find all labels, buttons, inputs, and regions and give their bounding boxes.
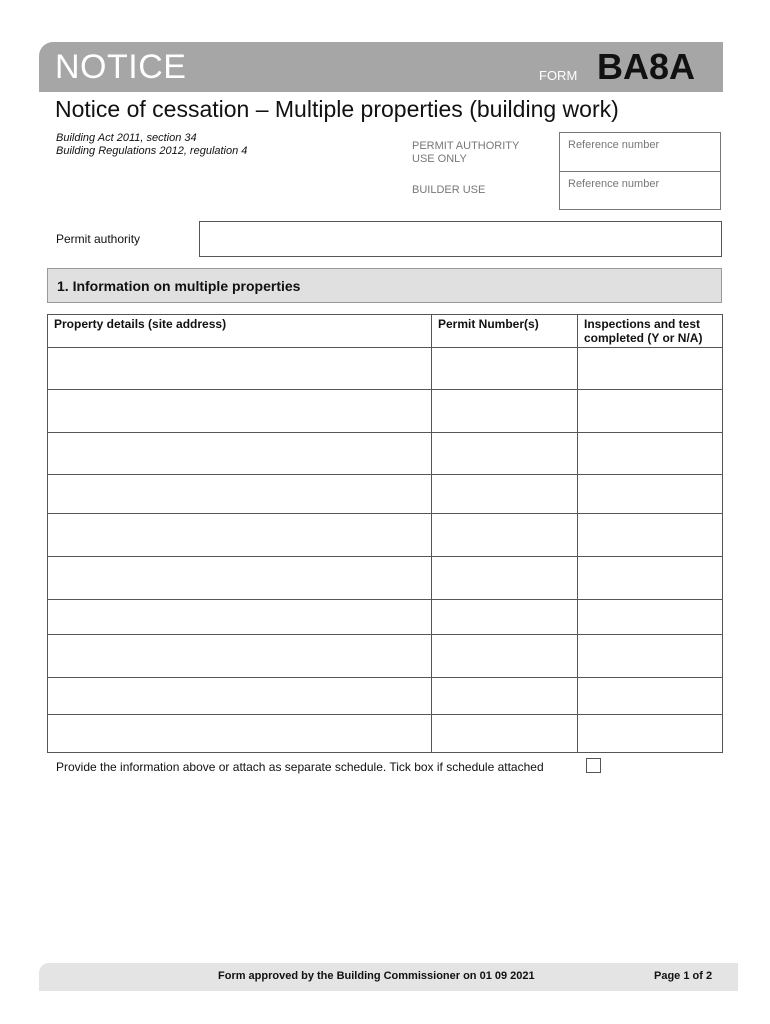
- table-cell: [432, 715, 578, 753]
- form-code: BA8A: [597, 46, 696, 87]
- page-title: Notice of cessation – Multiple properties (building work): [55, 96, 619, 122]
- table-cell: [432, 390, 578, 433]
- form-word: FORM: [539, 68, 578, 83]
- table-row: [48, 715, 723, 753]
- inspections-input[interactable]: [578, 476, 722, 513]
- table-cell: [578, 600, 723, 635]
- page-number: Page 1 of 2: [654, 970, 713, 982]
- notice-label: NOTICE: [55, 48, 187, 86]
- table-cell: [578, 678, 723, 715]
- inspections-input[interactable]: [578, 558, 722, 599]
- table-cell: [432, 678, 578, 715]
- table-cell: [48, 390, 432, 433]
- table-cell: [48, 514, 432, 557]
- inspections-input[interactable]: [578, 636, 722, 677]
- table-header-row: [48, 315, 723, 348]
- reference-number-label: Reference number: [568, 178, 660, 190]
- property-address-input[interactable]: [48, 558, 431, 599]
- table-row: [48, 514, 723, 557]
- inspections-input[interactable]: [578, 679, 722, 714]
- table-cell: [578, 433, 723, 475]
- table-cell: [48, 715, 432, 753]
- table-row: [48, 557, 723, 600]
- table-row: [48, 635, 723, 678]
- table-cell: [432, 348, 578, 390]
- table-cell: [578, 514, 723, 557]
- table-cell: [578, 348, 723, 390]
- approval-statement: Form approved by the Building Commissioner on 01 09 2021: [218, 970, 535, 982]
- permit-authority-field[interactable]: [199, 221, 722, 257]
- permit-authority-reference-field[interactable]: [559, 132, 721, 172]
- form-banner: [39, 42, 723, 92]
- property-address-input[interactable]: [48, 636, 431, 677]
- table-cell: [48, 635, 432, 678]
- section-1-heading: [47, 268, 722, 303]
- table-cell: [432, 635, 578, 678]
- builder-use-label: BUILDER USE: [412, 184, 486, 196]
- table-cell: [432, 557, 578, 600]
- table-row: [48, 475, 723, 514]
- permit-authority-input[interactable]: [200, 222, 721, 256]
- permit-number-input[interactable]: [432, 391, 577, 432]
- inspections-input[interactable]: [578, 601, 722, 634]
- table-cell: [432, 475, 578, 514]
- table-cell: [578, 635, 723, 678]
- schedule-attached-checkbox[interactable]: [586, 758, 601, 773]
- permit-number-input[interactable]: [432, 515, 577, 556]
- property-address-input[interactable]: [48, 515, 431, 556]
- builder-reference-field[interactable]: [559, 171, 721, 210]
- permit-number-input[interactable]: [432, 476, 577, 513]
- permit-number-input[interactable]: [432, 636, 577, 677]
- column-property-details: Property details (site address): [48, 315, 432, 348]
- reference-number-label: Reference number: [568, 139, 660, 151]
- table-row: [48, 678, 723, 715]
- permit-authority-label: Permit authority: [56, 232, 141, 246]
- table-row: [48, 600, 723, 635]
- permit-number-input[interactable]: [432, 601, 577, 634]
- table-cell: [48, 433, 432, 475]
- property-address-input[interactable]: [48, 679, 431, 714]
- inspections-input[interactable]: [578, 515, 722, 556]
- inspections-input[interactable]: [578, 349, 722, 389]
- table-row: [48, 433, 723, 475]
- inspections-input[interactable]: [578, 391, 722, 432]
- permit-number-input[interactable]: [432, 349, 577, 389]
- property-address-input[interactable]: [48, 349, 431, 389]
- table-cell: [578, 475, 723, 514]
- properties-table: [47, 314, 723, 753]
- table-cell: [48, 348, 432, 390]
- permit-number-input[interactable]: [432, 679, 577, 714]
- column-permit-numbers: Permit Number(s): [432, 315, 578, 348]
- permit-number-input[interactable]: [432, 434, 577, 474]
- legislation-act: Building Act 2011, section 34: [56, 132, 197, 144]
- column-inspections: Inspections and test completed (Y or N/A): [578, 315, 723, 348]
- legislation-regulation: Building Regulations 2012, regulation 4: [56, 145, 248, 157]
- page-footer: [39, 963, 738, 991]
- permit-number-input[interactable]: [432, 558, 577, 599]
- property-address-input[interactable]: [48, 716, 431, 752]
- schedule-note: Provide the information above or attach as separate schedule. Tick box if schedule attached: [56, 760, 544, 774]
- table-cell: [578, 557, 723, 600]
- table-row: [48, 348, 723, 390]
- permit-number-input[interactable]: [432, 716, 577, 752]
- table-cell: [578, 390, 723, 433]
- permit-authority-use-label: PERMIT AUTHORITY USE ONLY: [412, 140, 520, 165]
- table-cell: [48, 678, 432, 715]
- inspections-input[interactable]: [578, 434, 722, 474]
- table-cell: [432, 433, 578, 475]
- table-cell: [432, 514, 578, 557]
- inspections-input[interactable]: [578, 716, 722, 752]
- table-cell: [48, 600, 432, 635]
- properties-table-body: [48, 348, 723, 753]
- section-1-title: 1. Information on multiple properties: [57, 278, 301, 294]
- property-address-input[interactable]: [48, 601, 431, 634]
- legislation-references: [56, 132, 247, 158]
- table-cell: [578, 715, 723, 753]
- table-cell: [48, 557, 432, 600]
- table-cell: [48, 475, 432, 514]
- property-address-input[interactable]: [48, 476, 431, 513]
- table-cell: [432, 600, 578, 635]
- table-row: [48, 390, 723, 433]
- property-address-input[interactable]: [48, 391, 431, 432]
- property-address-input[interactable]: [48, 434, 431, 474]
